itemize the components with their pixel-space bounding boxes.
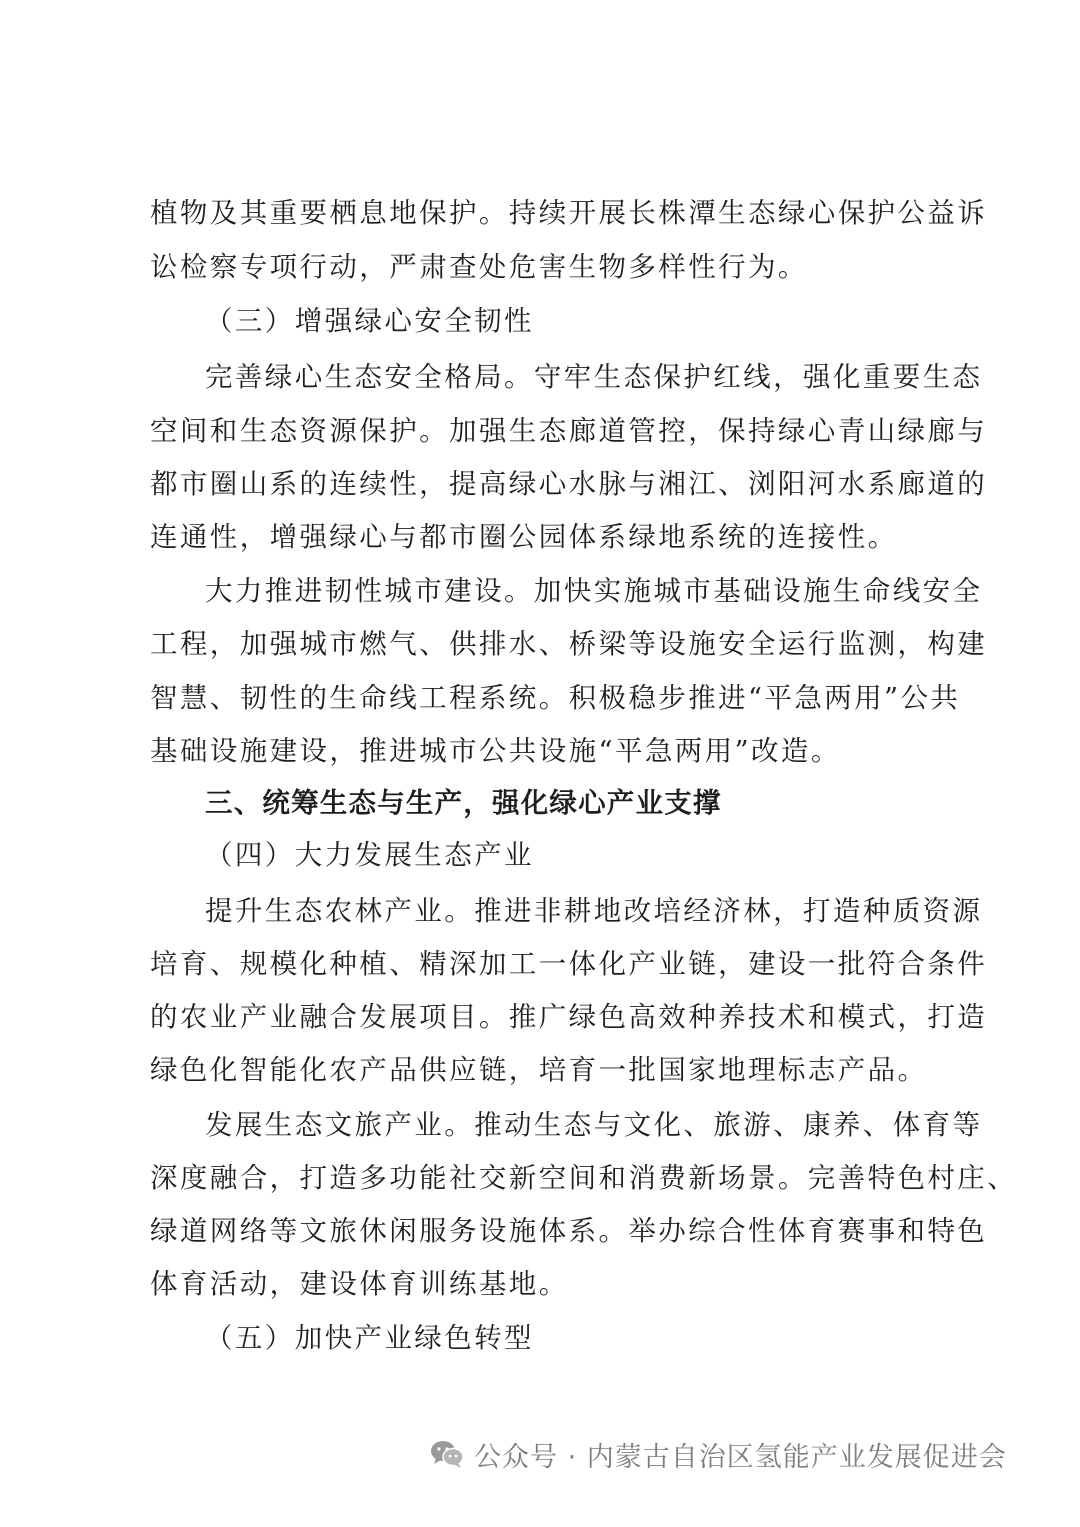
paragraph-lead-line: 提升生态农林产业。推进非耕地改培经济林，打造种质资源	[205, 895, 983, 927]
body-text-line: 的农业产业融合发展项目。推广绿色高效种养技术和模式，打造	[150, 1001, 988, 1033]
body-text-line: 植物及其重要栖息地保护。持续开展长株潭生态绿心保护公益诉	[150, 197, 988, 229]
body-text-line: 智慧、韧性的生命线工程系统。积极稳步推进“平急两用”公共	[150, 682, 961, 714]
body-text-line: 体育活动，建设体育训练基地。	[150, 1268, 569, 1300]
body-text-line: 基础设施建设，推进城市公共设施“平急两用”改造。	[150, 735, 841, 767]
body-text-line: 讼检察专项行动，严肃查处危害生物多样性行为。	[150, 251, 808, 283]
body-text-line: 绿色化智能化农产品供应链，培育一批国家地理标志产品。	[150, 1054, 928, 1086]
paragraph-lead-line: 完善绿心生态安全格局。守牢生态保护红线，强化重要生态	[205, 361, 983, 393]
body-text-line: 空间和生态资源保护。加强生态廊道管控，保持绿心青山绿廊与	[150, 415, 988, 447]
body-text-line: 绿道网络等文旅休闲服务设施体系。举办综合性体育赛事和特色	[150, 1215, 988, 1247]
paragraph-lead-line: 大力推进韧性城市建设。加快实施城市基础设施生命线安全	[205, 575, 983, 607]
paragraph-lead-line: 发展生态文旅产业。推动生态与文化、旅游、康养、体育等	[205, 1109, 983, 1141]
body-text-line: 连通性，增强绿心与都市圈公园体系绿地系统的连接性。	[150, 521, 898, 553]
subsection-heading: （三）增强绿心安全韧性	[205, 305, 534, 337]
section-heading: 三、统筹生态与生产，强化绿心产业支撑	[205, 787, 722, 819]
subsection-heading: （四）大力发展生态产业	[205, 839, 534, 871]
subsection-heading: （五）加快产业绿色转型	[205, 1322, 534, 1354]
watermark-text: 公众号 · 内蒙古自治区氢能产业发展促进会	[474, 1441, 1007, 1473]
body-text-line: 深度融合，打造多功能社交新空间和消费新场景。完善特色村庄、	[150, 1162, 1018, 1194]
wechat-icon	[430, 1439, 464, 1469]
body-text-line: 工程，加强城市燃气、供排水、桥梁等设施安全运行监测，构建	[150, 628, 988, 660]
body-text-line: 都市圈山系的连续性，提高绿心水脉与湘江、浏阳河水系廊道的	[150, 468, 988, 500]
body-text-line: 培育、规模化种植、精深加工一体化产业链，建设一批符合条件	[150, 948, 988, 980]
wechat-watermark	[430, 1434, 1060, 1474]
